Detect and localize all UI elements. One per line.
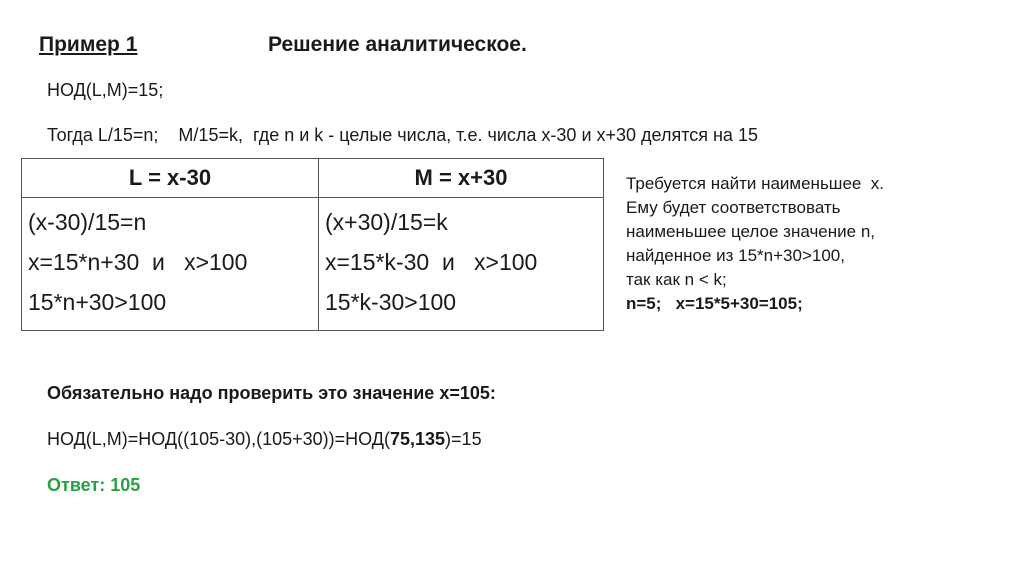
table-cell-right [319, 198, 604, 331]
intro-line-gcd: НОД(L,M)=15; [47, 80, 164, 100]
table-header-left: L = x-30 [22, 159, 319, 198]
side-note [626, 172, 884, 316]
answer-text: Ответ: 105 [47, 475, 141, 495]
solution-title: Решение аналитическое. [268, 33, 527, 56]
table-row [22, 198, 604, 331]
side-note-result: n=5; x=15*5+30=105; [626, 294, 803, 313]
check-title: Обязательно надо проверить это значение x=105: [47, 383, 496, 403]
check-expr-bold: 75,135 [389, 429, 446, 449]
table-header-right: M = x+30 [319, 159, 604, 198]
right-equation-2: x=15*k-30 и x>100 [325, 249, 538, 275]
check-expr-suffix: )=15 [445, 429, 482, 449]
example-label: Пример 1 [39, 33, 138, 56]
side-note-line: Ему будет соответствовать [626, 198, 841, 217]
check-expr-prefix: НОД(L,M)=НОД((105-30),(105+30))=НОД( [47, 429, 390, 449]
side-note-line: найденное из 15*n+30>100, [626, 246, 845, 265]
check-expression [47, 429, 482, 450]
left-equation-1: (x-30)/15=n [28, 209, 147, 235]
side-note-line: так как n < k; [626, 270, 727, 289]
left-equation-2: x=15*n+30 и x>100 [28, 249, 248, 275]
equations-table [21, 158, 604, 331]
left-equation-3: 15*n+30>100 [28, 289, 167, 315]
intro-line-condition: Тогда L/15=n; M/15=k, где n и k - целые числа, т.е. числа x-30 и x+30 делятся на 15 [47, 125, 758, 145]
right-equation-1: (x+30)/15=k [325, 209, 448, 235]
table-cell-left [22, 198, 319, 331]
table-header-row [22, 159, 604, 198]
right-equation-3: 15*k-30>100 [325, 289, 457, 315]
side-note-line: Требуется найти наименьшее x. [626, 174, 885, 193]
side-note-line: наименьшее целое значение n, [626, 222, 875, 241]
